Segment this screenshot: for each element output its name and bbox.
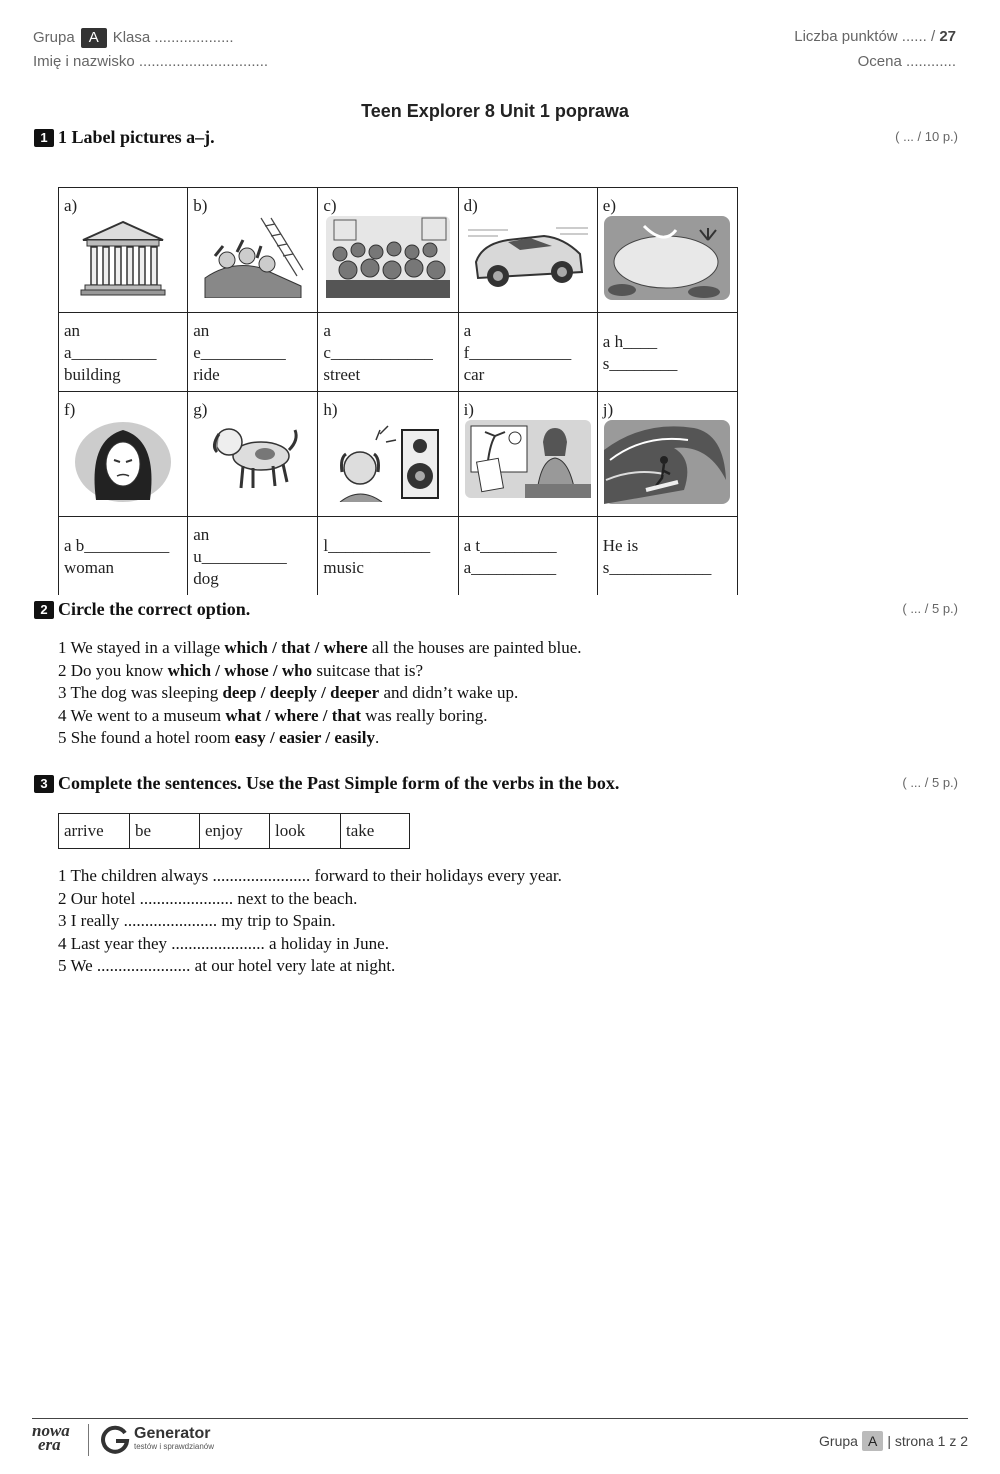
label-cell-g[interactable]: an u__________ dog [193, 525, 287, 588]
punkty-field [794, 28, 956, 45]
task2-number: 2 [34, 601, 54, 619]
label-cell-h[interactable]: l____________ music [323, 536, 431, 577]
task2-list [58, 637, 582, 750]
beach-icon [604, 216, 730, 300]
task3-item-4[interactable]: 4 Last year they ...................... a holiday in June. [58, 933, 389, 953]
task2-item-2: 2 Do you know which / whose / who suitcase that is? [58, 660, 424, 680]
nowa-era-logo: nowa era [32, 1421, 70, 1454]
picture-row-1 [59, 188, 738, 313]
generator-logo-icon [100, 1424, 130, 1454]
dog-icon [205, 420, 301, 492]
task2-item-4: 4 We went to a museum what / where / that was really boring. [58, 705, 488, 725]
option-group[interactable]: what / where / that [225, 705, 362, 725]
pic-letter: a) [64, 196, 78, 215]
crowd-icon [326, 216, 450, 298]
task2-item-3: 3 The dog was sleeping deep / deeply / deeper and didn’t wake up. [58, 683, 519, 702]
page-title: Teen Explorer 8 Unit 1 poprawa [361, 101, 629, 121]
header-grupa-klasa [33, 28, 234, 48]
loud-music-icon [330, 420, 446, 502]
pic-letter: f) [64, 400, 76, 419]
task3-item-2[interactable]: 2 Our hotel ...................... next to the beach. [58, 888, 358, 908]
task3-item-1[interactable]: 1 The children always ....................... forward to their holidays every year. [58, 866, 562, 885]
label-cell-j[interactable]: He is s____________ [602, 536, 712, 577]
task3-item-5[interactable]: 5 We ...................... at our hotel very late at night. [58, 956, 396, 975]
label-row-2 [59, 517, 738, 596]
generator-logo: Generator testów i sprawdzianów [134, 1425, 215, 1451]
task2-points: ( ... / 5 p.) [902, 601, 958, 616]
label-cell-i[interactable]: a t_________ a__________ [463, 536, 557, 577]
task2-item-5: 5 She found a hotel room easy / easier / easily. [58, 728, 380, 747]
imie-field[interactable]: Imię i nazwisko ............................... [33, 53, 269, 70]
punkty-label: Liczba punktów ...... / [794, 28, 936, 45]
verb-cell: be [130, 814, 200, 849]
pic-letter: d) [463, 196, 478, 215]
task1-title: 1 Label pictures a–j. [58, 127, 215, 147]
pic-letter: i) [463, 400, 474, 419]
task3-list [58, 865, 562, 978]
verb-cell: look [270, 814, 341, 849]
verb-cell: take [341, 814, 410, 849]
task3-points: ( ... / 5 p.) [902, 775, 958, 790]
verb-cell: enjoy [200, 814, 270, 849]
verb-box [58, 813, 410, 849]
label-cell-a[interactable]: an a__________ building [64, 321, 157, 384]
pic-letter: b) [193, 196, 208, 215]
travel-agent-icon [465, 420, 591, 498]
surfer-icon [604, 420, 730, 504]
picture-row-2 [59, 392, 738, 517]
grupa-label: Grupa [33, 29, 75, 46]
verb-cell: arrive [59, 814, 130, 849]
footer-grupa-badge: A [862, 1431, 883, 1451]
ocena-field[interactable]: Ocena ............ [857, 53, 956, 70]
label-row-1 [59, 313, 738, 392]
label-cell-e[interactable]: a h____ s________ [602, 332, 678, 373]
building-icon [75, 216, 171, 296]
task3-heading [34, 773, 619, 794]
option-group[interactable]: which / whose / who [167, 660, 313, 680]
punkty-max: 27 [939, 28, 956, 45]
task2-title: Circle the correct option. [58, 599, 251, 619]
task2-item-1: 1 We stayed in a village which / that / where all the houses are painted blue. [58, 638, 582, 657]
option-group[interactable]: deep / deeply / deeper [222, 683, 380, 702]
option-group[interactable]: which / that / where [224, 638, 368, 657]
option-group[interactable]: easy / easier / easily [234, 728, 375, 747]
pic-letter: g) [193, 400, 208, 419]
task1-heading [34, 127, 215, 148]
task1-number: 1 [34, 129, 54, 147]
page-number: | strona 1 z 2 [887, 1433, 968, 1449]
label-cell-c[interactable]: a c____________ street [323, 321, 433, 384]
label-cell-d[interactable]: a f____________ car [463, 321, 572, 384]
car-icon [468, 216, 588, 296]
task1-points: ( ... / 10 p.) [895, 129, 958, 144]
grupa-badge: A [81, 28, 107, 48]
pic-letter: c) [323, 196, 337, 215]
picture-table [58, 187, 738, 595]
label-cell-b[interactable]: an e__________ ride [193, 321, 286, 384]
pic-letter: h) [323, 400, 338, 419]
picture-table-wrap [58, 187, 738, 595]
klasa-field[interactable]: Klasa ................... [112, 29, 234, 46]
footer-logo-divider [88, 1424, 89, 1456]
task3-item-3[interactable]: 3 I really ...................... my trip to Spain. [58, 911, 336, 930]
footer-divider [32, 1418, 968, 1419]
label-cell-f[interactable]: a b__________ woman [64, 536, 170, 577]
roller-coaster-icon [201, 216, 305, 298]
footer-page-info: Grupa A | strona 1 z 2 [819, 1433, 968, 1449]
pic-letter: e) [602, 196, 616, 215]
task3-title: Complete the sentences. Use the Past Simple form of the verbs in the box. [58, 773, 620, 793]
pic-letter: j) [602, 400, 614, 419]
task2-heading [34, 599, 250, 620]
task3-number: 3 [34, 775, 54, 793]
woman-icon [74, 420, 172, 504]
